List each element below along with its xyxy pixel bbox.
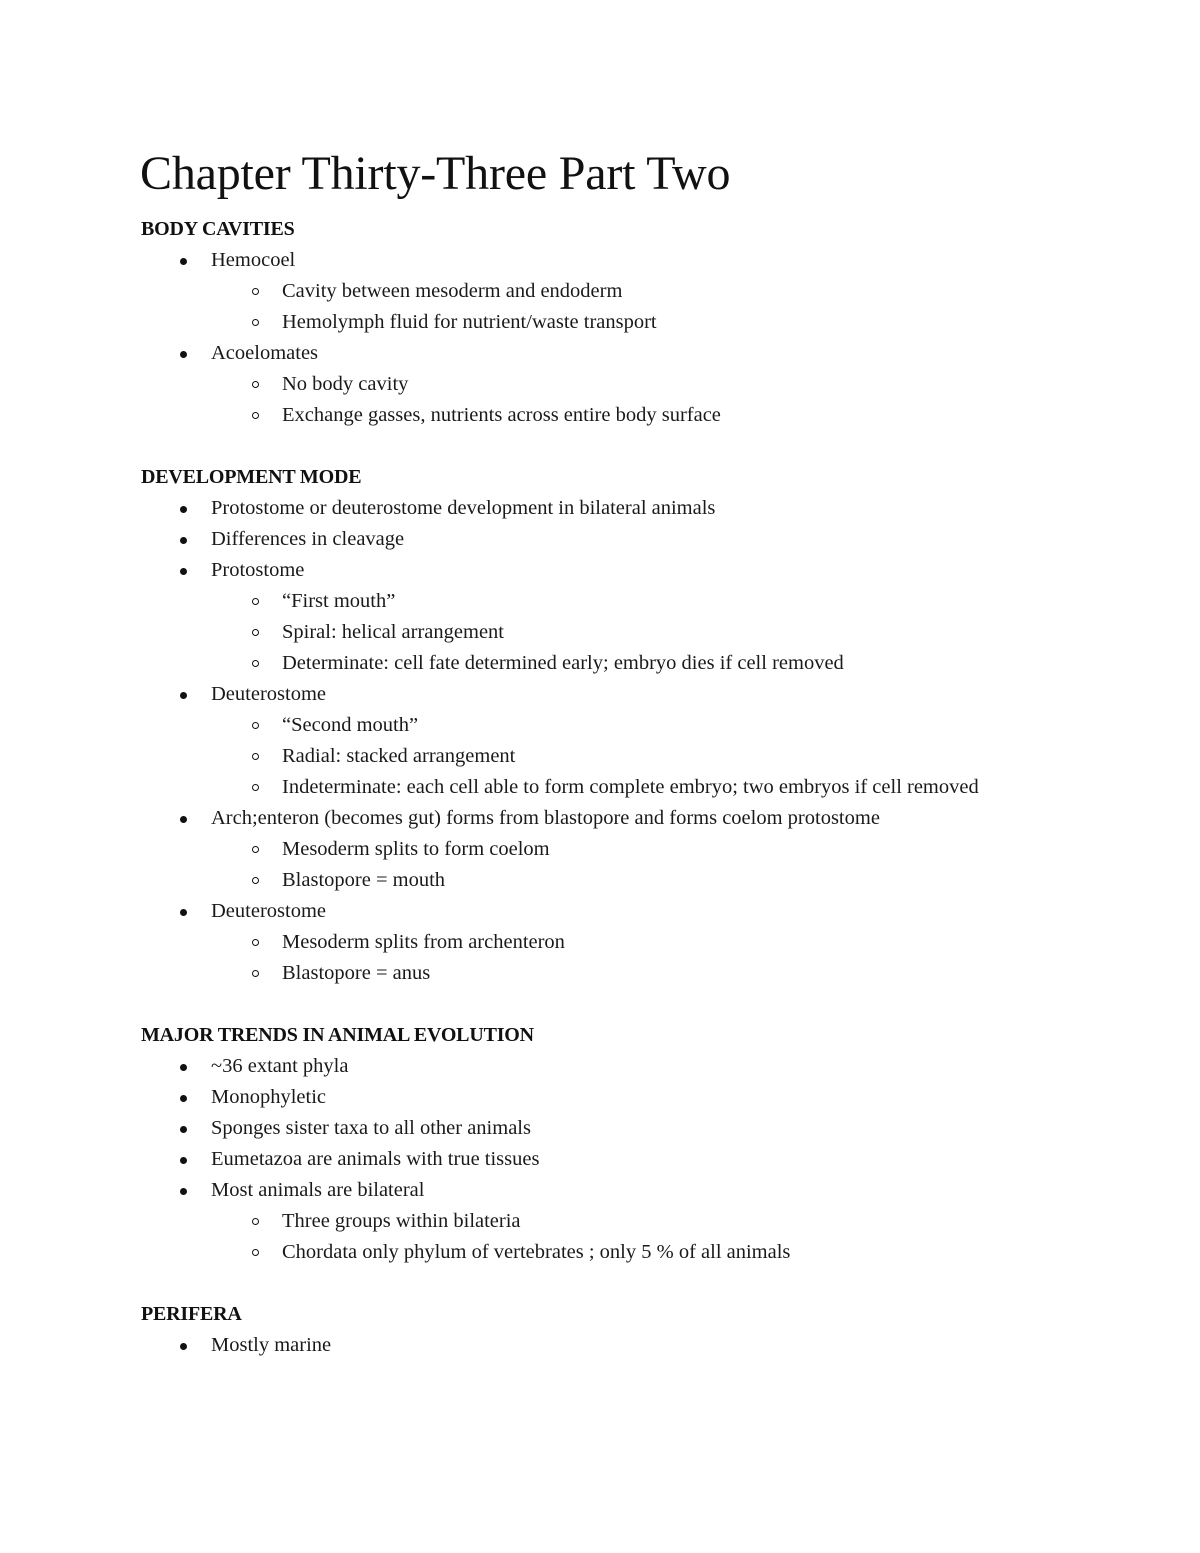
bullet-item	[141, 1175, 1021, 1206]
bullet-item	[141, 555, 1021, 586]
sub-bullet-item	[141, 834, 1021, 865]
section-heading: PERIFERA	[141, 1303, 242, 1325]
bullet-text: No body cavity	[282, 369, 1021, 400]
bullet-text: Cavity between mesoderm and endoderm	[282, 276, 1021, 307]
bullet-text: ~36 extant phyla	[211, 1051, 1021, 1082]
sub-bullet-item	[141, 307, 1021, 338]
bullet-list	[141, 245, 1021, 431]
bullet-text: Sponges sister taxa to all other animals	[211, 1113, 1021, 1144]
bullet-item	[141, 803, 1021, 834]
section	[141, 462, 1021, 989]
sub-bullet-item	[141, 586, 1021, 617]
bullet-list	[141, 1051, 1021, 1268]
sub-bullet-item	[141, 276, 1021, 307]
sections-container	[141, 214, 1021, 1361]
bullet-text: Chordata only phylum of vertebrates ; only 5 % of all animals	[282, 1237, 1021, 1268]
bullet-text: Exchange gasses, nutrients across entire body surface	[282, 400, 1021, 431]
bullet-list	[141, 493, 1021, 989]
bullet-item	[141, 493, 1021, 524]
bullet-text: Arch;enteron (becomes gut) forms from blastopore and forms coelom protostome	[211, 803, 1021, 834]
section	[141, 1299, 1021, 1361]
sub-bullet-item	[141, 1206, 1021, 1237]
bullet-text: Determinate: cell fate determined early; embryo dies if cell removed	[282, 648, 1021, 679]
sub-bullet-item	[141, 865, 1021, 896]
sub-bullet-item	[141, 710, 1021, 741]
bullet-text: Indeterminate: each cell able to form complete embryo; two embryos if cell removed	[282, 772, 1021, 803]
bullet-text: “First mouth”	[282, 586, 1021, 617]
document-page	[141, 146, 1021, 1361]
bullet-text: Blastopore = mouth	[282, 865, 1021, 896]
bullet-text: Mesoderm splits to form coelom	[282, 834, 1021, 865]
bullet-item	[141, 1330, 1021, 1361]
bullet-item	[141, 245, 1021, 276]
bullet-item	[141, 1051, 1021, 1082]
bullet-item	[141, 1113, 1021, 1144]
bullet-text: Mesoderm splits from archenteron	[282, 927, 1021, 958]
sub-bullet-item	[141, 400, 1021, 431]
bullet-text: Deuterostome	[211, 679, 1021, 710]
bullet-list	[141, 1330, 1021, 1361]
bullet-text: Spiral: helical arrangement	[282, 617, 1021, 648]
bullet-text: Radial: stacked arrangement	[282, 741, 1021, 772]
bullet-text: Hemolymph fluid for nutrient/waste transport	[282, 307, 1021, 338]
bullet-item	[141, 896, 1021, 927]
sub-bullet-item	[141, 617, 1021, 648]
bullet-item	[141, 1144, 1021, 1175]
sub-bullet-item	[141, 1237, 1021, 1268]
section	[141, 1020, 1021, 1268]
sub-bullet-item	[141, 741, 1021, 772]
bullet-text: “Second mouth”	[282, 710, 1021, 741]
bullet-item	[141, 338, 1021, 369]
sub-bullet-item	[141, 772, 1021, 803]
section-heading: DEVELOPMENT MODE	[141, 466, 362, 488]
sub-bullet-item	[141, 927, 1021, 958]
bullet-text: Deuterostome	[211, 896, 1021, 927]
bullet-text: Protostome or deuterostome development in bilateral animals	[211, 493, 1021, 524]
bullet-text: Differences in cleavage	[211, 524, 1021, 555]
bullet-text: Acoelomates	[211, 338, 1021, 369]
bullet-text: Monophyletic	[211, 1082, 1021, 1113]
section	[141, 214, 1021, 431]
bullet-text: Three groups within bilateria	[282, 1206, 1021, 1237]
sub-bullet-item	[141, 958, 1021, 989]
bullet-item	[141, 524, 1021, 555]
bullet-text: Eumetazoa are animals with true tissues	[211, 1144, 1021, 1175]
sub-bullet-item	[141, 369, 1021, 400]
bullet-item	[141, 679, 1021, 710]
section-heading: BODY CAVITIES	[141, 218, 295, 240]
page-title: Chapter Thirty-Three Part Two	[140, 147, 731, 200]
bullet-text: Most animals are bilateral	[211, 1175, 1021, 1206]
sub-bullet-item	[141, 648, 1021, 679]
bullet-text: Protostome	[211, 555, 1021, 586]
bullet-text: Hemocoel	[211, 245, 1021, 276]
bullet-text: Blastopore = anus	[282, 958, 1021, 989]
section-heading: MAJOR TRENDS IN ANIMAL EVOLUTION	[141, 1024, 534, 1046]
bullet-text: Mostly marine	[211, 1330, 1021, 1361]
bullet-item	[141, 1082, 1021, 1113]
